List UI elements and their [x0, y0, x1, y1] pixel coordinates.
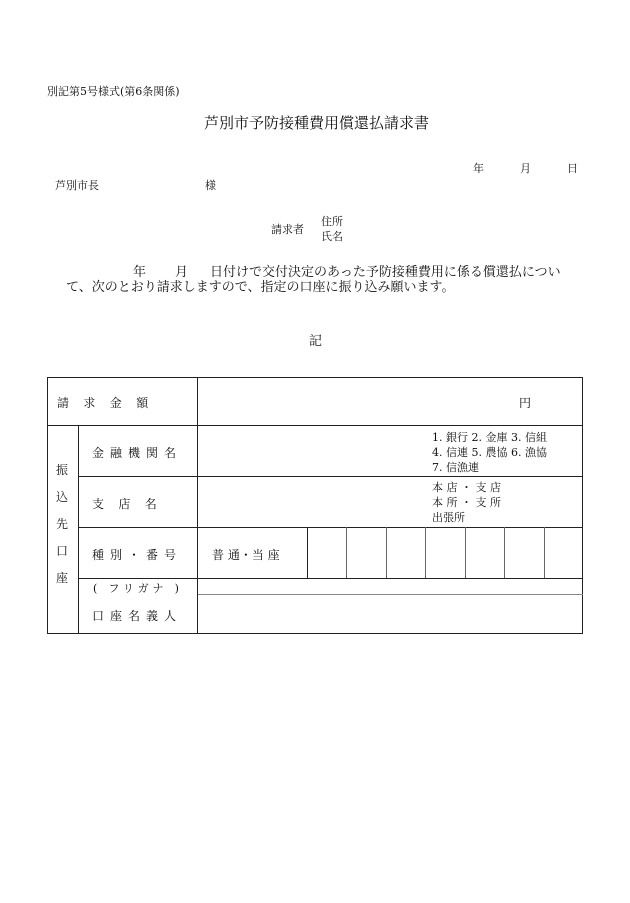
institution-label: 金融機関名	[92, 446, 183, 460]
branch-label: 支店名	[92, 497, 172, 511]
claimant-name-label: 氏名	[321, 230, 343, 243]
body-month: 月	[175, 265, 189, 280]
amount-yen-unit: 円	[519, 396, 532, 410]
body-year: 年	[133, 265, 147, 280]
date-day-label: 日	[567, 162, 578, 175]
account-type-value: 普 通・当 座	[212, 548, 280, 562]
date-year-label: 年	[473, 162, 484, 175]
col-divider-section	[78, 425, 79, 634]
amount-field[interactable]	[199, 379, 509, 423]
col-divider-label	[197, 377, 198, 634]
row-divider-amount	[47, 425, 583, 426]
honorific: 様	[205, 179, 216, 192]
row-divider-branch	[78, 527, 583, 528]
body-line2: て、次のとおり請求しますので、指定の口座に振り込み願います。	[66, 280, 455, 295]
institution-options: 1. 銀行 2. 金庫 3. 信組 4. 信連 5. 農協 6. 漁協 7. 信漁連	[432, 431, 547, 474]
amount-label: 請求金額	[57, 396, 163, 410]
type-number-label: 種別・番号	[92, 548, 183, 562]
form-number: 別記第5号様式(第6条関係)	[47, 85, 180, 98]
branch-options: 本 店 ・ 支 店 本 所 ・ 支 所 出張所	[432, 481, 501, 524]
body-line1: 日付けで交付決定のあった予防接種費用に係る償還払につい	[210, 265, 561, 280]
addressee: 芦別市長	[55, 179, 99, 192]
row-divider-type	[78, 578, 583, 579]
row-divider-furigana	[197, 594, 583, 595]
date-month-label: 月	[520, 162, 531, 175]
furigana-field[interactable]	[199, 580, 582, 593]
furigana-label: ( フリガナ )	[93, 582, 183, 595]
row-divider-institution	[78, 476, 583, 477]
page-title: 芦別市予防接種費用償還払請求書	[204, 114, 430, 132]
account-holder-field[interactable]	[199, 596, 582, 633]
account-number-field[interactable]	[308, 529, 582, 577]
branch-name-field[interactable]	[199, 478, 427, 526]
account-section-label: 振 込 先 口 座	[55, 463, 68, 585]
ki-label: 記	[309, 334, 323, 349]
claimant-label: 請求者	[271, 223, 304, 236]
claimant-address-label: 住所	[321, 215, 343, 228]
institution-name-field[interactable]	[199, 427, 427, 475]
account-holder-label: 口座名義人	[92, 609, 183, 623]
